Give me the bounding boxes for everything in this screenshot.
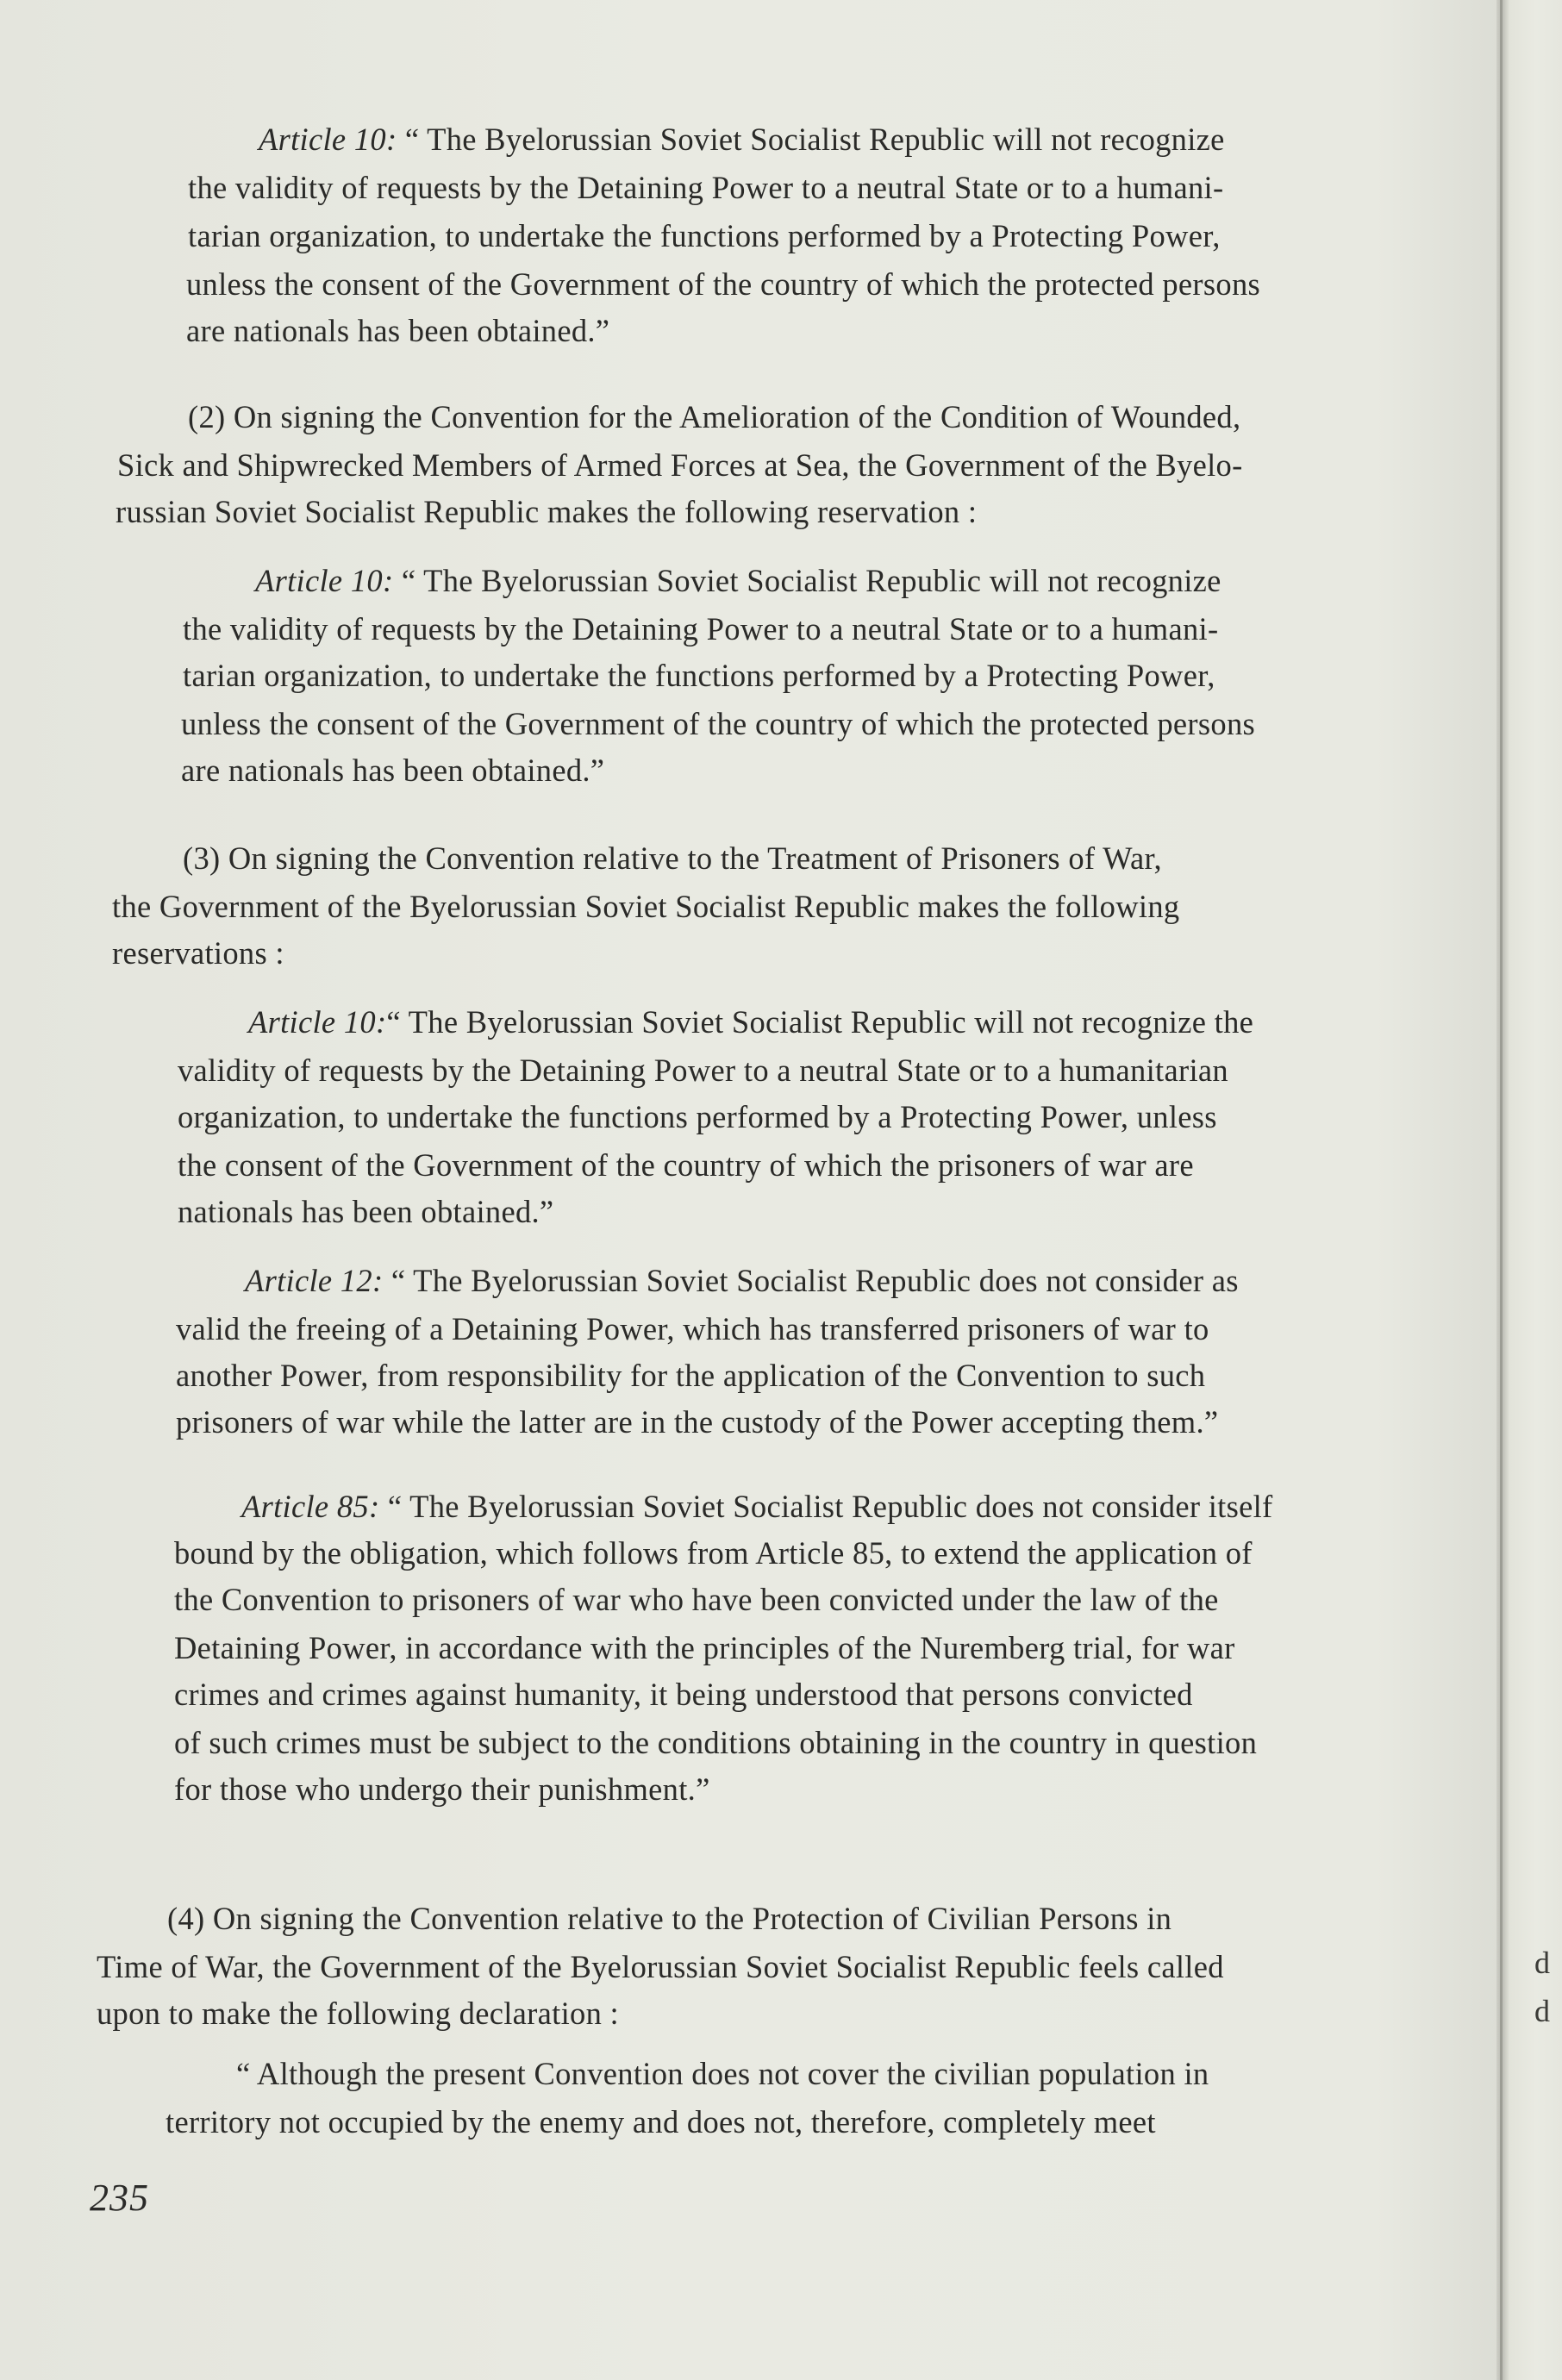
text-line: Article 10: “ The Byelorussian Soviet Socialist Republic will not recognize <box>255 563 1221 598</box>
text-line: reservations : <box>112 935 284 971</box>
text-line: territory not occupied by the enemy and does not, therefore, completely meet <box>166 2104 1156 2140</box>
text-line: unless the consent of the Government of the country of which the protected persons <box>181 706 1255 741</box>
adjacent-page-fragment: d <box>1534 1946 1550 1980</box>
text-line: nationals has been obtained.” <box>178 1194 554 1229</box>
text-line: the validity of requests by the Detaining Power to a neutral State or to a humani- <box>183 611 1219 647</box>
text-line: tarian organization, to undertake the functions performed by a Protecting Power, <box>188 218 1221 253</box>
text-line: validity of requests by the Detaining Power to a neutral State or to a humanitarian <box>178 1053 1228 1088</box>
text-line: crimes and crimes against humanity, it being understood that persons convicted <box>174 1677 1193 1712</box>
text-line: Article 10: “ The Byelorussian Soviet Socialist Republic will not recognize <box>259 122 1225 157</box>
text-line: tarian organization, to undertake the functions performed by a Protecting Power, <box>183 658 1215 693</box>
text-line: prisoners of war while the latter are in the custody of the Power accepting them.” <box>176 1404 1219 1440</box>
text-line: of such crimes must be subject to the conditions obtaining in the country in question <box>174 1725 1258 1760</box>
text-line: for those who undergo their punishment.” <box>174 1771 710 1807</box>
page-number: 235 <box>90 2177 149 2219</box>
text-line: Sick and Shipwrecked Members of Armed Forces at Sea, the Government of the Byelo- <box>117 447 1243 483</box>
text-line: (3) On signing the Convention relative to the Treatment of Prisoners of War, <box>183 840 1162 876</box>
text-line: “ Although the present Convention does not cover the civilian population in <box>236 2056 1209 2091</box>
text-line: the consent of the Government of the country of which the prisoners of war are <box>178 1147 1194 1183</box>
text-line: another Power, from responsibility for the application of the Convention to such <box>176 1358 1206 1393</box>
adjacent-page-fragment: d <box>1534 1994 1550 2028</box>
text-line: organization, to undertake the functions performed by a Protecting Power, unless <box>178 1099 1217 1134</box>
page-edge <box>1500 0 1503 2380</box>
text-line: valid the freeing of a Detaining Power, which has transferred prisoners of war to <box>176 1311 1209 1346</box>
text-line: upon to make the following declaration : <box>97 1996 619 2031</box>
text-line: Detaining Power, in accordance with the principles of the Nuremberg trial, for war <box>174 1630 1235 1665</box>
text-line: Article 85: “ The Byelorussian Soviet Socialist Republic does not consider itself <box>241 1489 1273 1524</box>
text-line: (4) On signing the Convention relative to the Protection of Civilian Persons in <box>167 1901 1172 1936</box>
text-line: the Convention to prisoners of war who have been convicted under the law of the <box>174 1582 1219 1617</box>
text-line: are nationals has been obtained.” <box>186 313 610 348</box>
book-gutter <box>1496 0 1562 2380</box>
text-line: are nationals has been obtained.” <box>181 753 605 788</box>
text-line: (2) On signing the Convention for the Amelioration of the Condition of Wounded, <box>188 399 1241 434</box>
text-line: bound by the obligation, which follows from Article 85, to extend the application of <box>174 1535 1253 1571</box>
text-line: the validity of requests by the Detaining Power to a neutral State or to a humani- <box>188 170 1224 205</box>
text-line: Article 10:“ The Byelorussian Soviet Socialist Republic will not recognize the <box>248 1004 1254 1040</box>
text-line: unless the consent of the Government of the country of which the protected persons <box>186 266 1260 302</box>
text-line: the Government of the Byelorussian Soviet Socialist Republic makes the following <box>112 889 1180 924</box>
text-line: russian Soviet Socialist Republic makes the following reservation : <box>116 494 978 529</box>
text-line: Time of War, the Government of the Byelorussian Soviet Socialist Republic feels called <box>97 1949 1224 1984</box>
text-line: Article 12: “ The Byelorussian Soviet Socialist Republic does not consider as <box>245 1263 1239 1298</box>
